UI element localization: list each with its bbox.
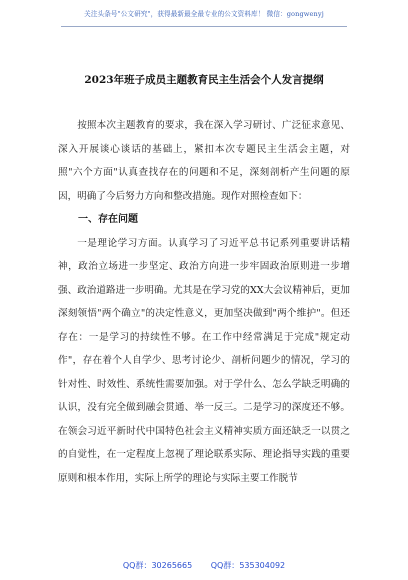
section-heading: 一、存在问题 [78,214,138,225]
footer-qq-number-2: 535304092 [239,561,286,570]
body-paragraph: 一是理论学习方面。认真学习了习近平总书记系列重要讲话精神，政治立场进一步坚定、政治方向进一步牢固政治原则进一步增强、政治道路进一步明确。尤其是在学习党的XX大会议精神后，更加深刻领悟"两个确立"的决定性意义，更加坚决做到"两个维护"。但还存在：一是学习的持续性不够。在工作中经常满足于完成"规定动作"，存在着个人自学少、思考讨论少、剖析问题少的情况，学习的针对性、时效性、系统性需要加强。对于学什么、怎么学缺乏明确的认识，没有完全做到融会贯通、举一反三。二是学习的深度还不够。在领会习近平新时代中国特色社会主义精神实质方面还缺乏一以贯之的自觉性，在一定程度上忽视了理论联系实际、理论指导实践的重要原则和根本作用，实际上所学的理论与实际主要工作脱节 [58,237,350,484]
header-divider [61,26,347,27]
footer-qq-group-1 [123,561,192,570]
document-body [58,114,350,490]
header-banner: 关注头条号"公文研究"，获得最新最全最专业的公文资料库！ 微信：gongwenyj [84,10,324,18]
footer-qq-label-1: QQ群： [122,561,152,570]
footer [0,560,408,571]
footer-qq-number-1: 30265665 [151,561,193,570]
intro-paragraph: 按照本次主题教育的要求，我在深入学习研讨、广泛征求意见、深入开展谈心谈话的基础上，紧扣本次专题民主生活会主题，对照"六个方面"认真查找存在的问题和不足，深刻剖析产生问题的原因，明确了今后努力方向和整改措施。现作对照检查如下： [58,120,350,202]
footer-qq-label-2: QQ群： [210,561,240,570]
footer-qq-group-2 [211,561,285,570]
document-title: 2023年班子成员主题教育民主生活会个人发言提纲 [84,74,324,86]
